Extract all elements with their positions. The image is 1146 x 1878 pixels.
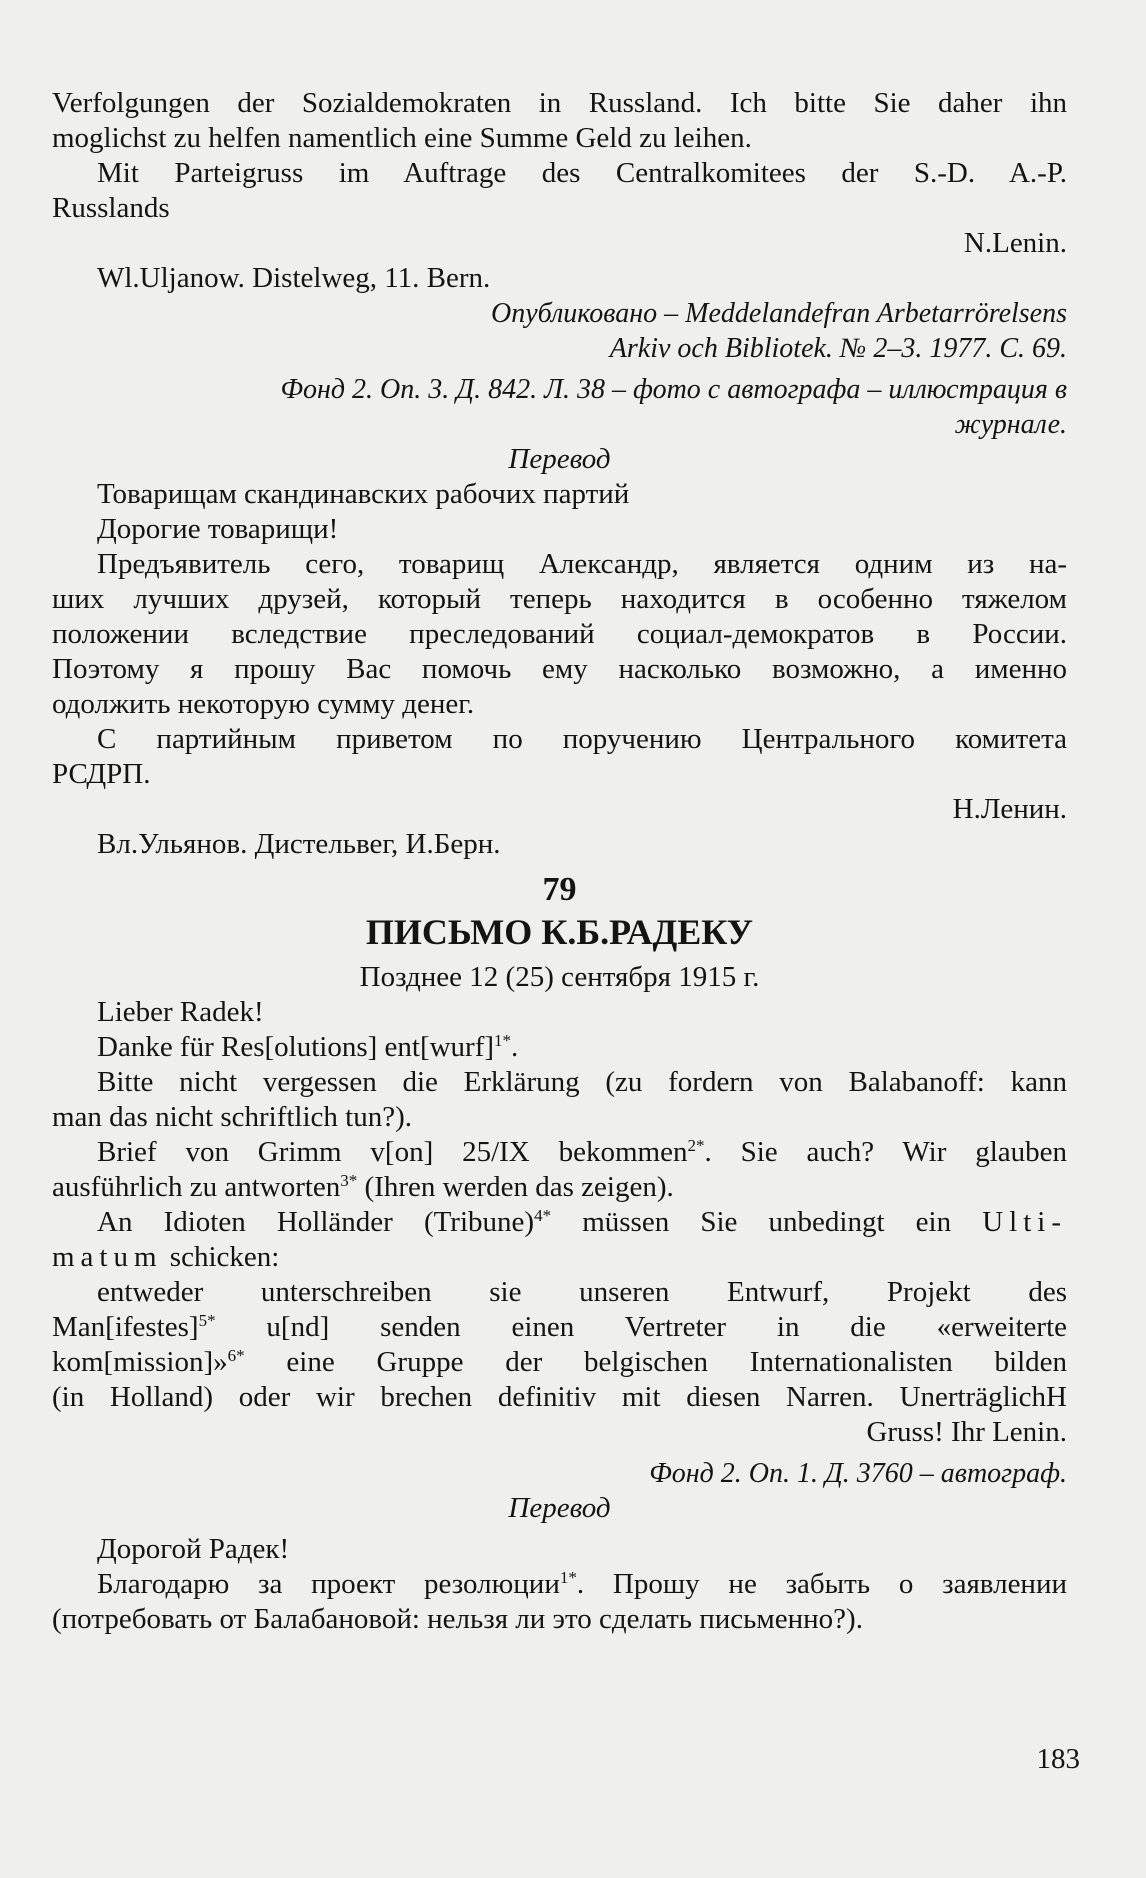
- translation-line: Поэтому я прошу Вас помочь ему насколько возможно, а именно: [52, 653, 1067, 685]
- footnote-marker: 5*: [198, 1311, 216, 1330]
- letter-line: Bitte nicht vergessen die Erklärung (zu fordern von Balabanoff: kann: [97, 1066, 1067, 1098]
- page-number: 183: [1036, 1743, 1080, 1775]
- document-date: Позднее 12 (25) сентября 1915 г.: [359, 961, 760, 993]
- translation-line: Дорогие товарищи!: [97, 513, 339, 545]
- document-number: 79: [542, 871, 577, 908]
- translation-line: С партийным приветом по поручению Центрального комитета: [97, 723, 1067, 755]
- letter-greeting: Lieber Radek!: [97, 996, 264, 1028]
- letter-line: matum schicken:: [52, 1241, 280, 1273]
- translation-heading: Перевод: [508, 443, 611, 475]
- letter-line: Brief von Grimm v[on] 25/IX bekommen$^{2*}$. Sie auch? Wir glauben: [97, 1136, 1067, 1168]
- text-column: [52, 86, 1067, 1637]
- published-note: Arkiv och Bibliotek. № 2–3. 1977. С. 69.: [609, 333, 1067, 364]
- upper-letter-line: Verfolgungen der Sozialdemokraten in Russland. Ich bitte Sie daher ihn: [52, 87, 1067, 119]
- document-title: ПИСЬМО К.Б.РАДЕКУ: [365, 912, 754, 952]
- translation-line: Дорогой Радек!: [97, 1533, 290, 1565]
- letter-line: man das nicht schriftlich tun?).: [52, 1101, 412, 1133]
- letter-line: entweder unterschreiben sie unseren Entwurf, Projekt des: [97, 1276, 1067, 1308]
- footnote-marker: 2*: [687, 1136, 705, 1155]
- archive-reference: Фонд 2. Оп. 1. Д. 3760 – автограф.: [649, 1458, 1067, 1489]
- translation-line: одолжить некоторую сумму денег.: [52, 688, 475, 720]
- letter-line: Man[ifestes]$^{5*}$ u[nd] senden einen Vertreter in die «erweiterte: [52, 1311, 1067, 1343]
- archive-reference: журнале.: [954, 409, 1067, 440]
- upper-letter-line: moglichst zu helfen namentlich eine Summe Geld zu leihen.: [52, 122, 752, 154]
- upper-letter-address: Wl.Uljanow. Distelweg, 11. Bern.: [97, 262, 491, 294]
- translation-line: ших лучших друзей, который теперь находится в особенно тяжелом: [52, 583, 1067, 615]
- footnote-marker: 3*: [340, 1171, 358, 1190]
- archive-reference: Фонд 2. Оп. 3. Д. 842. Л. 38 – фото с автографа – иллюстрация в: [280, 374, 1067, 405]
- upper-letter-line: Russlands: [52, 192, 170, 224]
- letter-line: kom[mission]»$^{6*}$ eine Gruppe der belgischen Internationalisten bilden: [52, 1346, 1067, 1378]
- upper-letter-signature: N.Lenin.: [963, 227, 1067, 259]
- letter-line: An Idioten Holländer (Tribune)$^{4*}$ müssen Sie unbedingt ein Ulti-: [97, 1206, 1067, 1238]
- letter-line: (in Holland) oder wir brechen definitiv mit diesen Narren. UnerträglichH: [52, 1381, 1067, 1413]
- translation-signature: Н.Ленин.: [952, 793, 1067, 825]
- footnote-marker: 1*: [494, 1031, 512, 1050]
- letter-line: ausführlich zu antworten$^{3*}$ (Ihren werden das zeigen).: [52, 1171, 674, 1203]
- translation-line: Благодарю за проект резолюции$^{1*}$. Прошу не забыть о заявлении: [97, 1568, 1067, 1600]
- upper-letter-line: Mit Parteigruss im Auftrage des Centralkomitees der S.-D. A.-P.: [97, 157, 1067, 189]
- translation-line: РСДРП.: [52, 758, 151, 790]
- translation-line: Товарищам скандинавских рабочих партий: [97, 478, 630, 510]
- letter-line: Danke für Res[olutions] ent[wurf]$^{1*}$.: [97, 1031, 519, 1063]
- published-note: Опубликовано – Meddelandefran Arbetarrörelsens: [491, 298, 1067, 329]
- footnote-marker: 4*: [534, 1206, 552, 1225]
- translation-line: (потребовать от Балабановой: нельзя ли это сделать письменно?).: [52, 1603, 863, 1635]
- translation-address: Вл.Ульянов. Дистельвег, И.Берн.: [97, 828, 501, 860]
- translation-heading: Перевод: [508, 1492, 611, 1524]
- footnote-marker: 6*: [227, 1346, 245, 1365]
- letter-signature: Gruss! Ihr Lenin.: [866, 1416, 1067, 1448]
- translation-line: положении вследствие преследований социал-демократов в России.: [52, 618, 1067, 650]
- footnote-marker: 1*: [559, 1568, 577, 1587]
- translation-line: Предъявитель сего, товарищ Александр, является одним из на-: [97, 548, 1067, 580]
